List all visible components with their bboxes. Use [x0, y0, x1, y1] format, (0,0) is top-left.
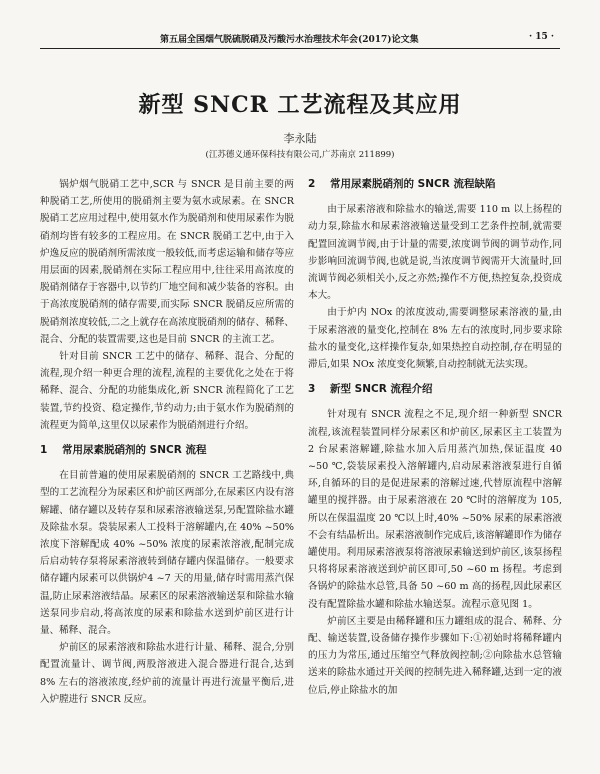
running-header	[40, 30, 560, 49]
section-heading-2	[308, 176, 562, 193]
section-number: 1	[40, 444, 48, 457]
section-heading-1	[40, 442, 294, 459]
right-column	[308, 176, 562, 699]
article-title: 新型 SNCR 工艺流程及其应用	[138, 92, 462, 118]
journal-title: 第五届全国烟气脱硫脱硝及污酸污水治理技术年会(2017)论文集	[160, 35, 419, 45]
section-number: 3	[308, 383, 316, 396]
page-number: · 15 ·	[528, 32, 554, 42]
section-number: 2	[308, 178, 316, 190]
paragraph: 针对现有 SNCR 流程之不足,现介绍一种新型 SNCR 流程,该流程装置同样分尿素区和炉前区,尿素区主工装置为 2 台尿素溶解罐,除盐水加入后用蒸汽加热,保证温度 40 ~50 ℃,袋装尿素投入溶解罐内,启动尿素溶液泵进行自循环,自循环的目的是促进尿素的溶解过速,代替原流程中溶解罐里的搅拌器。由于尿素溶液在 20 ℃时的溶解度为 105,所以在保温温度 20 ℃以上时,40% ~50% 尿素的尿素溶液不会有结晶析出。尿素溶液制作完成后,该溶解罐即作为储存罐使用。利用尿素溶液泵将溶液尿素输送到炉前区,该泵扬程只将将尿素溶液送到炉前区即可,50 ~60 m 扬程。考虑到各锅炉的除盐水总管,具备 50 ~60 m 高的扬程,因此尿素区没有配置除盐水罐和除盐水输送泵。流程示意见图 1。	[308, 409, 562, 610]
article-author: 李永陆	[283, 132, 317, 145]
left-column	[40, 176, 294, 708]
article-affiliation: (江苏德义通环保科技有限公司,广苏南京 211899)	[205, 150, 395, 160]
paragraph: 针对目前 SNCR 工艺中的储存、稀释、混合、分配的流程,现介绍一种更合理的流程,流程的主要优化之处在于将稀释、混合、分配的功能集成化,新 SNCR 流程简化了工艺装置,节约投资、稳定操作,节约动力;由于氨水作为脱硝剂的流程更为简单,这里仅以尿素作为脱硝剂进行介绍。	[40, 351, 294, 431]
section-title: 新型 SNCR 流程介绍	[330, 383, 433, 396]
paragraph: 炉前区主要是由稀释罐和压力罐组成的混合、稀释、分配、输送装置,设备储存操作步骤如下:①初始时将稀释罐内的压力为常压,通过压缩空气释放阀控制;②向除盐水总管输送来的除盐水通过开关阀的控制先进入稀释罐,达到一定的液位后,停止除盐水的加	[308, 615, 562, 696]
paragraph: 锅炉烟气脱硝工艺中,SCR 与 SNCR 是目前主要的两种脱硝工艺,所使用的脱硝剂主要为氨水或尿素。在 SNCR 脱硝工艺应用过程中,使用氨水作为脱硝剂和使用尿素作为脱硝剂均皆有较多的工程应用。在 SNCR 脱硝工艺中,由于入炉逸反应的脱硝剂所需浓度一般较低,而考虑运输和储存等应用层面的因素,脱硝剂在实际工程应用中,往往采用高浓度的脱硝剂储存于容器中,以节约厂地空间和减少装备的容积。由于高浓度脱硝剂的储存需要,而实际 SNCR 脱硝反应所需的脱硝剂浓度较低,二之上就存在高浓度脱硝剂的储存、稀释、混合、分配的装置需要,这也是目前 SNCR 的主流工艺。	[40, 179, 294, 345]
paragraph: 在目前普遍的使用尿素脱硝剂的 SNCR 工艺路线中,典型的工艺流程分为尿素区和炉前区两部分,在尿素区内设有溶解罐、储存罐以及转存泵和尿素溶液输送泵,另配置除盐水罐及除盐水泵。袋装尿素人工投料于溶解罐内,在 40% ~50% 浓度下溶解配成 40% ~50% 浓度的尿素浓溶液,配制完成后启动转存泵将尿素溶液转到储存罐内保温储存。一般要求储存罐内尿素可以供锅炉4 ~7 天的用量,储存时需用蒸汽保温,防止尿素溶液结晶。尿素区的尿素溶液输送泵和除盐水输送泵同步启动,将高浓度的尿素和除盐水送到炉前区进行计量、稀释、混合。	[40, 470, 294, 637]
paragraph: 炉前区的尿素溶液和除盐水进行计量、稀释、混合,分别配置流量计、调节阀,两股溶液进入混合器进行混合,达到 8% 左右的溶液浓度,经炉前的流量计再进行流量平衡后,进入炉膛进行 SNCR 反应。	[40, 642, 294, 705]
paragraph: 由于炉内 NOx 的浓度波动,需要调整尿素溶液的量,由于尿素溶液的量变化,控制在 8% 左右的浓度时,同步要求除盐水的量变化,这样操作复杂,如果热控自动控制,存在明显的滞后,如果 NOx 浓度变化频繁,自动控制就无法实现。	[308, 307, 562, 371]
section-title: 常用尿素脱硝剂的 SNCR 流程	[62, 444, 207, 457]
section-title: 常用尿素脱硝剂的 SNCR 流程缺陷	[330, 178, 496, 190]
paragraph: 由于尿素溶液和除盐水的输送,需要 110 m 以上扬程的动力泵,除盐水和尿素溶液输送量受到工艺条件控制,就需要配置回流调节阀,由于计量的需要,浓度调节阀的调节动作,同步影响回流调节阀,也就是说,当浓度调节阀需开大流量时,回流调节阀必须相关小,反之亦然;操作不方便,热控复杂,投资成本大。	[308, 204, 562, 302]
section-heading-3	[308, 381, 562, 398]
